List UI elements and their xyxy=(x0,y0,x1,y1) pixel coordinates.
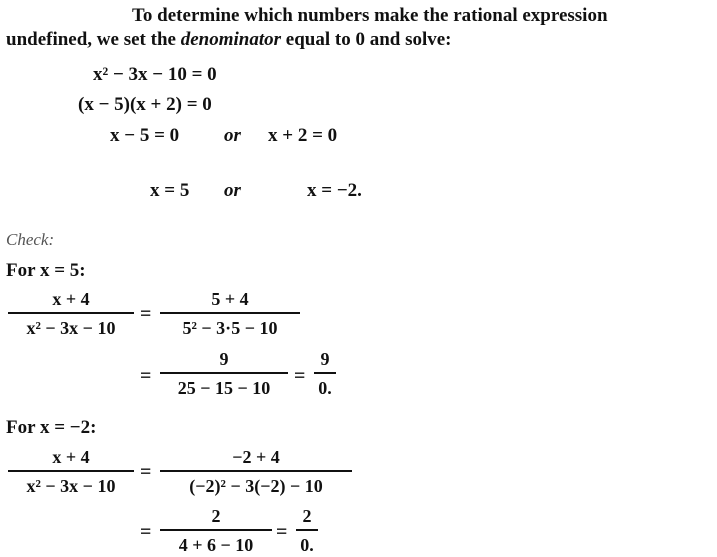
equation-factor-1: x − 5 = 0 xyxy=(110,125,180,146)
intro-line-1: To determine which numbers make the rational expression xyxy=(132,5,608,26)
denominator: 0. xyxy=(318,377,332,398)
case-2-lhs-fraction xyxy=(8,446,134,497)
numerator: −2 + 4 xyxy=(232,447,280,467)
case-1-heading: For x = 5: xyxy=(6,260,86,281)
denominator: (−2)² − 3(−2) − 10 xyxy=(189,475,323,496)
equals-sign: = xyxy=(140,303,152,325)
case-1-result-fraction xyxy=(314,348,336,399)
denominator: 0. xyxy=(300,534,314,555)
denominator: x² − 3x − 10 xyxy=(26,317,116,338)
numerator: 9 xyxy=(320,349,330,369)
numerator: x + 4 xyxy=(52,447,90,467)
equation-factored: (x − 5)(x + 2) = 0 xyxy=(78,94,212,115)
numerator: 9 xyxy=(219,349,229,369)
intro-line-2 xyxy=(6,28,452,52)
numerator: x + 4 xyxy=(52,289,90,309)
equals-sign: = xyxy=(140,365,152,387)
case-1-rhs-fraction xyxy=(160,288,300,339)
emphasis-denominator: denominator xyxy=(180,29,282,50)
solution-2: x = −2. xyxy=(307,180,362,201)
numerator: 2 xyxy=(211,506,221,526)
case-2-result-fraction xyxy=(296,505,318,556)
case-1-simplified-fraction xyxy=(160,348,288,399)
denominator: x² − 3x − 10 xyxy=(26,475,116,496)
denominator: 5² − 3·5 − 10 xyxy=(182,317,278,338)
equals-sign: = xyxy=(276,521,288,543)
denominator: 4 + 6 − 10 xyxy=(178,534,254,555)
denominator: 25 − 15 − 10 xyxy=(177,377,271,398)
case-2-simplified-fraction xyxy=(160,505,272,556)
intro-text-end: equal to 0 and solve: xyxy=(281,29,452,50)
equation-factor-2: x + 2 = 0 xyxy=(268,125,338,146)
intro-text: undefined, we set the xyxy=(6,29,181,50)
equals-sign: = xyxy=(294,365,306,387)
case-2-heading: For x = −2: xyxy=(6,417,97,438)
equals-sign: = xyxy=(140,461,152,483)
or-connector: or xyxy=(224,125,241,146)
or-connector: or xyxy=(224,180,241,201)
case-1-lhs-fraction xyxy=(8,288,134,339)
numerator: 5 + 4 xyxy=(211,289,249,309)
equals-sign: = xyxy=(140,521,152,543)
check-label: Check: xyxy=(6,230,55,249)
numerator: 2 xyxy=(302,506,312,526)
solution-1: x = 5 xyxy=(150,180,190,201)
equation-quadratic: x² − 3x − 10 = 0 xyxy=(93,64,217,85)
case-2-rhs-fraction xyxy=(160,446,352,497)
